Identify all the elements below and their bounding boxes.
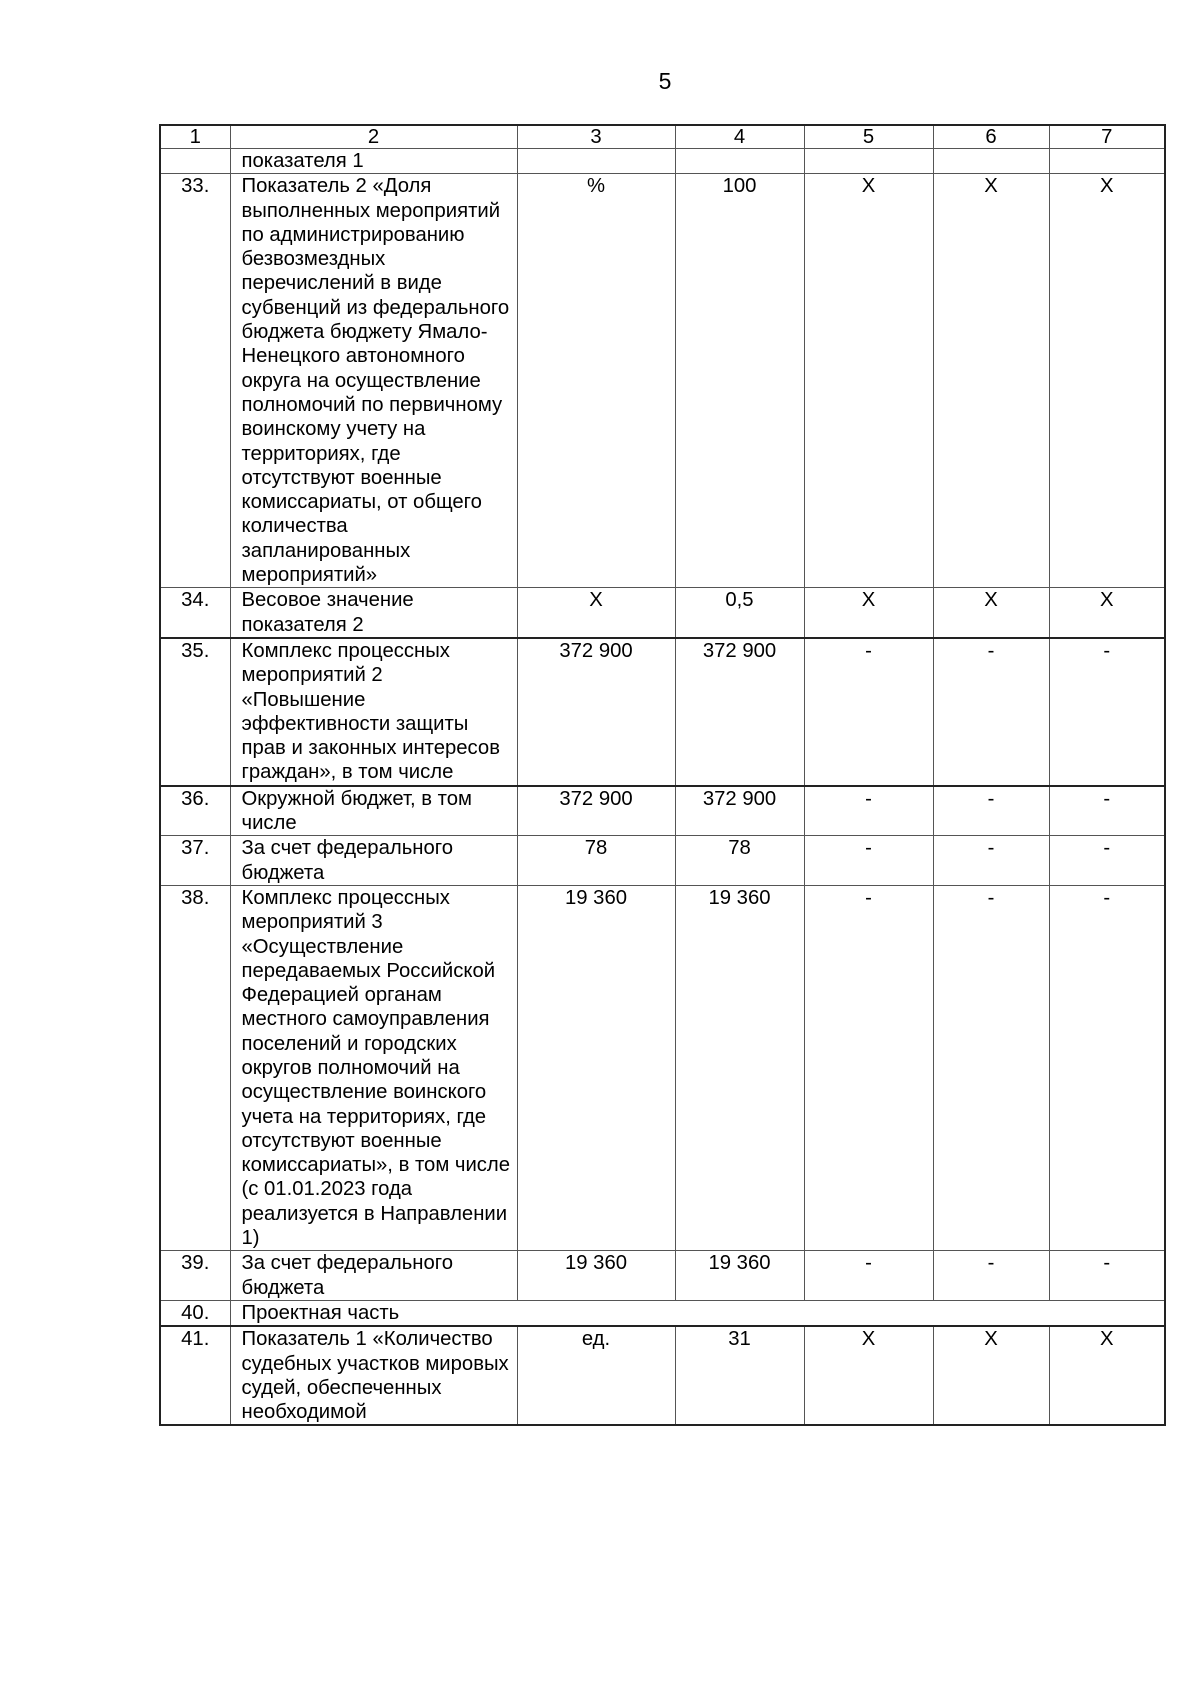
row-col5: - [804,1251,933,1301]
row-col4: 78 [675,836,804,886]
row-col6: - [933,786,1049,836]
row-col6: Х [933,1326,1049,1425]
header-cell-4: 4 [675,125,804,149]
row-col3: % [517,174,675,588]
row-col4: 372 900 [675,638,804,786]
row-col5: - [804,885,933,1250]
row-col5: Х [804,174,933,588]
row-col3: 372 900 [517,638,675,786]
row-number: 37. [160,836,230,886]
row-number: 38. [160,885,230,1250]
row-col3: ед. [517,1326,675,1425]
row-col6: Х [933,588,1049,638]
row-description: показателя 1 [230,149,517,174]
row-col5 [804,149,933,174]
row-number: 34. [160,588,230,638]
table-row [160,638,1165,786]
row-col4: 100 [675,174,804,588]
table-row [160,1326,1165,1425]
header-cell-7: 7 [1049,125,1165,149]
row-description: Комплекс процессных мероприятий 3 «Осуществление передаваемых Российской Федерацией органам местного самоуправления поселений и городских округов полномочий на осуществление воинского учета на территориях, где отсутствуют военные комиссариаты», в том числе (с 01.01.2023 года реализуется в Направлении 1) [230,885,517,1250]
row-description: Показатель 1 «Количество судебных участков мировых судей, обеспеченных необходимой [230,1326,517,1425]
table-row [160,1251,1165,1301]
table-row [160,588,1165,638]
row-col4: 31 [675,1326,804,1425]
row-col6 [933,149,1049,174]
row-number: 41. [160,1326,230,1425]
row-col3: 19 360 [517,885,675,1250]
report-table [159,124,1166,1426]
header-cell-5: 5 [804,125,933,149]
row-col5: - [804,786,933,836]
row-col6: - [933,836,1049,886]
row-col7: - [1049,638,1165,786]
row-col3: Х [517,588,675,638]
table-row [160,885,1165,1250]
row-col4: 0,5 [675,588,804,638]
row-col5: - [804,836,933,886]
row-col6: - [933,638,1049,786]
row-col4: 19 360 [675,885,804,1250]
row-col4: 372 900 [675,786,804,836]
row-description: Окружной бюджет, в том числе [230,786,517,836]
row-number [160,149,230,174]
row-col3: 19 360 [517,1251,675,1301]
row-col5: Х [804,1326,933,1425]
row-col5: - [804,638,933,786]
row-col7: - [1049,786,1165,836]
header-cell-2: 2 [230,125,517,149]
row-description: Показатель 2 «Доля выполненных мероприятий по администрированию безвозмездных перечислений в виде субвенций из федерального бюджета бюджету Ямало-Ненецкого автономного округа на осуществление полномочий по первичному воинскому учету на территориях, где отсутствуют военные комиссариаты, от общего количества запланированных мероприятий» [230,174,517,588]
row-col3 [517,149,675,174]
row-col7 [1049,149,1165,174]
row-col6: - [933,1251,1049,1301]
row-description: За счет федерального бюджета [230,836,517,886]
table-row [160,149,1165,174]
row-number: 33. [160,174,230,588]
table-row [160,786,1165,836]
row-col3: 78 [517,836,675,886]
row-col7: Х [1049,174,1165,588]
row-col5: Х [804,588,933,638]
row-description: Весовое значение показателя 2 [230,588,517,638]
row-description: Комплекс процессных мероприятий 2 «Повышение эффективности защиты прав и законных интересов граждан», в том числе [230,638,517,786]
row-number: 39. [160,1251,230,1301]
row-col3: 372 900 [517,786,675,836]
header-cell-3: 3 [517,125,675,149]
row-col7: Х [1049,588,1165,638]
section-row [160,1300,1165,1326]
table-row [160,836,1165,886]
row-col7: - [1049,1251,1165,1301]
row-col7: - [1049,885,1165,1250]
section-title: Проектная часть [230,1300,1165,1326]
row-col7: - [1049,836,1165,886]
row-number: 36. [160,786,230,836]
row-number: 35. [160,638,230,786]
table-row [160,174,1165,588]
row-col4: 19 360 [675,1251,804,1301]
row-col4 [675,149,804,174]
row-description: За счет федерального бюджета [230,1251,517,1301]
table-header-row [160,125,1165,149]
row-number: 40. [160,1300,230,1326]
header-cell-6: 6 [933,125,1049,149]
header-cell-1: 1 [160,125,230,149]
row-col6: Х [933,174,1049,588]
row-col6: - [933,885,1049,1250]
row-col7: Х [1049,1326,1165,1425]
page-number: 5 [658,68,672,94]
